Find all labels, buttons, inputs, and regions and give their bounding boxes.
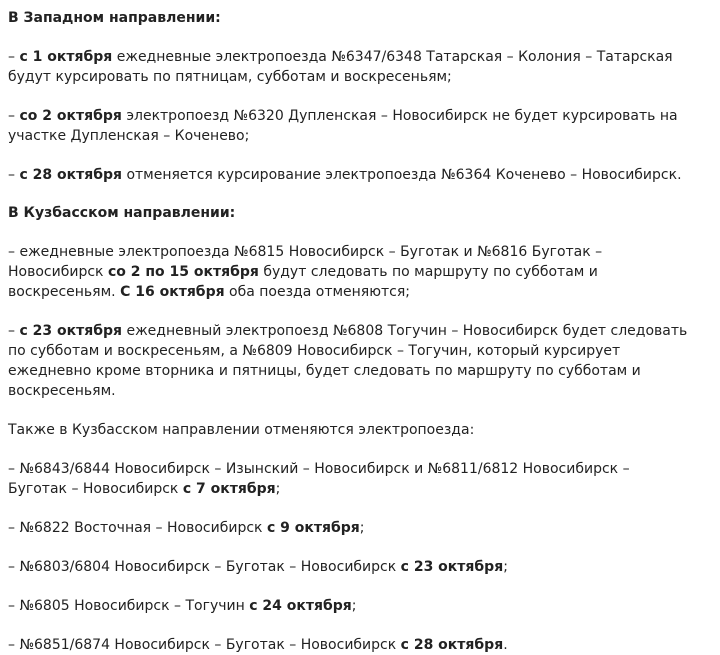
kuzbass-item-2-line-3: ежедневно кроме вторника и пятницы, будет следовать по маршруту по субботам и bbox=[8, 363, 641, 379]
cancelled-item-2-line bbox=[8, 518, 720, 538]
item-text: – №6822 Восточная – Новосибирск bbox=[8, 520, 267, 536]
date-highlight: с 9 октября bbox=[266, 520, 360, 536]
punctuation: ; bbox=[351, 598, 357, 614]
item-text: оба поезда отменяются; bbox=[224, 284, 411, 300]
item-text: воскресеньям. bbox=[8, 284, 121, 300]
cancelled-item-1-line-2 bbox=[8, 479, 720, 499]
item-text: ежедневные электропоезда №6347/6348 Татарская – Колония – Татарская bbox=[112, 49, 673, 65]
kuzbass-item-2-line-4: воскресеньям. bbox=[8, 383, 116, 399]
item-text: электропоезд №6320 Дупленская – Новосибирск не будет курсировать на bbox=[121, 108, 678, 124]
punctuation: ; bbox=[503, 559, 508, 575]
kuzbass-direction-heading: В Кузбасском направлении: bbox=[8, 205, 236, 221]
kuzbass-item-1-line-1: – ежедневные электропоезда №6815 Новосибирск – Буготак и №6816 Буготак – bbox=[8, 244, 603, 260]
cancelled-item-5-line bbox=[8, 635, 720, 655]
kuzbass-item-1 bbox=[8, 242, 720, 302]
date-highlight: с 1 октября bbox=[19, 49, 113, 65]
western-direction-heading: В Западном направлении: bbox=[8, 10, 221, 26]
western-item-1-line-2: будут курсировать по пятницам, субботам и воскресеньям; bbox=[8, 69, 452, 85]
item-text: будут следовать по маршруту по субботам и bbox=[258, 264, 598, 280]
cancelled-item-2 bbox=[8, 518, 720, 538]
item-text: – №6803/6804 Новосибирск – Буготак – Новосибирск bbox=[8, 559, 401, 575]
western-item-1-line-1 bbox=[8, 47, 720, 67]
dash: – bbox=[8, 49, 20, 65]
kuzbass-item-2 bbox=[8, 321, 720, 401]
cancelled-item-3-line bbox=[8, 557, 720, 577]
dash: – bbox=[8, 167, 20, 183]
cancelled-item-4-line bbox=[8, 596, 720, 616]
western-item-3-line-1 bbox=[8, 165, 720, 185]
cancelled-item-3 bbox=[8, 557, 720, 577]
date-highlight: с 23 октября bbox=[19, 323, 122, 339]
kuzbass-item-2-line-2: по субботам и воскресеньям, а №6809 Новосибирск – Тогучин, который курсирует bbox=[8, 343, 621, 359]
cancelled-item-5 bbox=[8, 635, 720, 655]
dash: – bbox=[8, 108, 20, 124]
dash: – bbox=[8, 323, 20, 339]
item-text: ежедневный электропоезд №6808 Тогучин – Новосибирск будет следовать bbox=[122, 323, 688, 339]
date-highlight: С 16 октября bbox=[120, 284, 225, 300]
punctuation: ; bbox=[275, 481, 281, 497]
western-item-2-line-2: участке Дупленская – Коченево; bbox=[8, 128, 250, 144]
punctuation: ; bbox=[359, 520, 365, 536]
item-text: – №6851/6874 Новосибирск – Буготак – Новосибирск bbox=[8, 637, 401, 653]
date-highlight: с 24 октября bbox=[249, 598, 352, 614]
item-text: Новосибирск bbox=[8, 264, 108, 280]
kuzbass-item-1-line-2 bbox=[8, 262, 720, 282]
date-highlight: с 28 октября bbox=[19, 167, 122, 183]
cancelled-item-1-line-1: – №6843/6844 Новосибирск – Изынский – Новосибирск и №6811/6812 Новосибирск – bbox=[8, 461, 630, 477]
item-text: – №6805 Новосибирск – Тогучин bbox=[8, 598, 250, 614]
western-item-2-line-1 bbox=[8, 106, 720, 126]
date-highlight: с 23 октября bbox=[400, 559, 504, 575]
date-highlight: с 7 октября bbox=[182, 481, 276, 497]
date-highlight: со 2 по 15 октября bbox=[107, 264, 259, 280]
western-item-1 bbox=[8, 47, 720, 87]
item-text: отменяется курсирование электропоезда №6364 Коченево – Новосибирск. bbox=[122, 167, 682, 183]
western-item-2 bbox=[8, 106, 720, 146]
date-highlight: с 28 октября bbox=[400, 637, 504, 653]
kuzbass-item-2-line-1 bbox=[8, 321, 720, 341]
kuzbass-item-1-line-3 bbox=[8, 282, 720, 302]
cancelled-item-1 bbox=[8, 459, 720, 499]
kuzbass-also-cancelled-intro bbox=[8, 420, 720, 440]
punctuation: . bbox=[503, 637, 508, 653]
kuzbass-also-line: Также в Кузбасском направлении отменяются электропоезда: bbox=[8, 422, 475, 438]
western-item-3 bbox=[8, 165, 720, 185]
item-text: Буготак – Новосибирск bbox=[8, 481, 183, 497]
cancelled-item-4 bbox=[8, 596, 720, 616]
date-highlight: со 2 октября bbox=[19, 108, 122, 124]
